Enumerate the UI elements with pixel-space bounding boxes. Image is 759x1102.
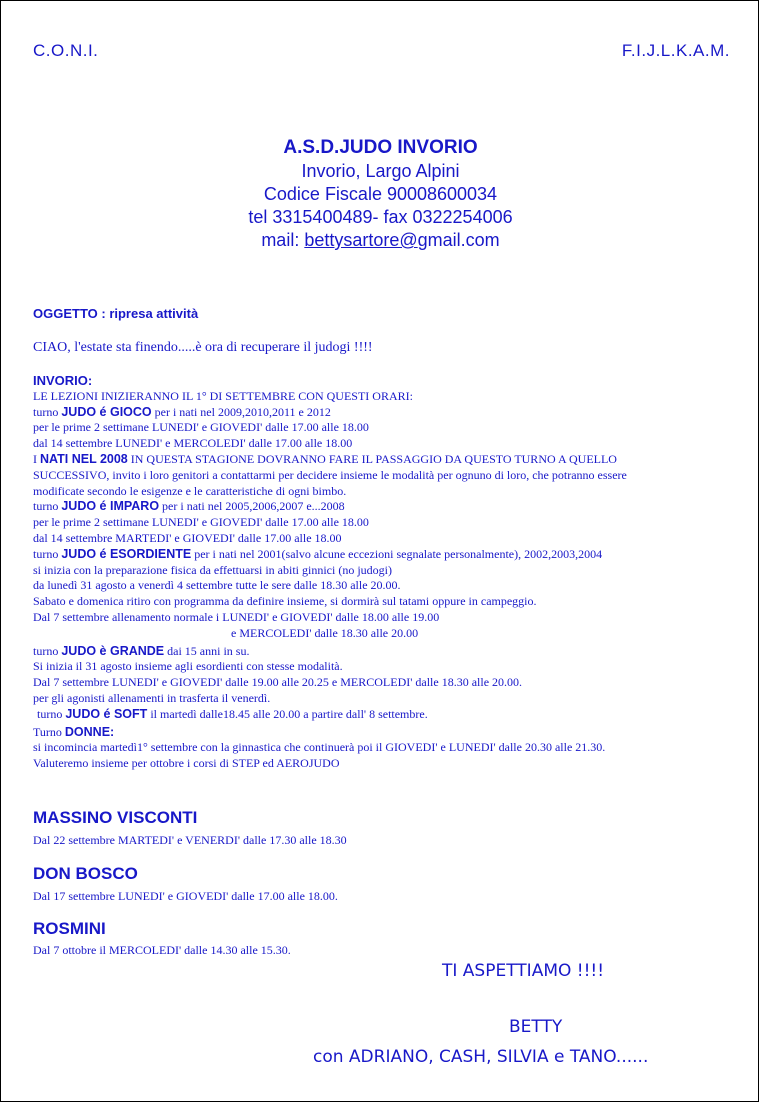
section-schedule-rosmini: Dal 7 ottobre il MERCOLEDI' dalle 14.30 alle 15.30. [33,943,291,957]
section-schedule-massino-visconti: Dal 22 settembre MARTEDI' e VENERDI' dalle 17.30 alle 18.30 [33,833,347,847]
nati-suffix: IN QUESTA STAGIONE DOVRANNO FARE IL PASSAGGIO DA QUESTO TURNO A QUELLO [127,451,617,466]
section-title-rosmini: ROSMINI [33,919,106,938]
turno-label: JUDO é ESORDIENTE [61,546,192,561]
turno-suffix: per i nati nel 2001(salvo alcune eccezioni segnalate personalmente), 2002,2003,2004 [191,546,603,561]
turno-donne-line: Valuteremo insieme per ottobre i corsi di STEP ed AEROJUDO [33,756,340,771]
turno-prefix: turno [37,706,66,721]
turno-gioco-line: dal 14 settembre LUNEDI' e MERCOLEDI' dalle 17.00 alle 18.00 [33,436,353,451]
turno-esordiente-heading [33,547,733,563]
invorio-title: INVORIO: [33,373,93,388]
turno-imparo-line: per le prime 2 settimane LUNEDI' e GIOVEDI' dalle 17.00 alle 18.00 [33,515,369,530]
turno-esordiente-line: Dal 7 settembre allenamento normale i LUNEDI' e GIOVEDI' dalle 18.00 alle 19.00 [33,609,440,624]
nati-2008-line: modificate secondo le esigenze e le caratteristiche di ogni bimbo. [33,483,347,498]
turno-prefix: turno [33,404,62,419]
email-link[interactable]: bettysartore@ [304,230,418,250]
section-title-don-bosco: DON BOSCO [33,864,138,883]
section-schedule-don-bosco: Dal 17 settembre LUNEDI' e GIOVEDI' dalle 17.00 alle 18.00. [33,889,338,903]
turno-esordiente-line: da lunedì 31 agosto a venerdì 4 settembre tutte le sere dalle 18.30 alle 20.00. [33,578,401,593]
turno-esordiente-line: e MERCOLEDI' dalle 18.30 alle 20.00 [231,625,419,640]
turno-soft-heading [33,707,733,723]
section-title-massino-visconti: MASSINO VISCONTI [33,808,198,827]
nati-prefix: I [33,451,40,466]
club-phone: tel 3315400489- fax 0322254006 [248,207,513,227]
email-domain: gmail.com [417,230,500,250]
signoff-names: con ADRIANO, CASH, SILVIA e TANO...... [313,1047,649,1067]
turno-label: JUDO é GIOCO [61,404,152,419]
header-fijlkam: F.I.J.L.K.A.M. [621,41,730,60]
turno-grande-line: Dal 7 settembre LUNEDI' e GIOVEDI' dalle 19.00 alle 20.25 e MERCOLEDI' dalle 18.30 alle 20.00. [33,675,523,690]
turno-label: JUDO é IMPARO [61,499,160,514]
club-name: A.S.D.JUDO INVORIO [283,137,478,158]
turno-prefix: Turno [33,724,65,739]
email-label: mail: [261,230,305,250]
turno-grande-line: per gli agonisti allenamenti in trasferta il venerdì. [33,690,271,705]
turno-suffix: il martedì dalle18.45 alle 20.00 a partire dall' 8 settembre. [147,706,428,721]
club-fiscal-code: Codice Fiscale 90008600034 [263,184,498,204]
nati-2008-line: SUCCESSIVO, invito i loro genitori a contattarmi per decidere insieme le modalità per ognuno di loro, che potranno essere [33,467,627,482]
turno-gioco-line: per le prime 2 settimane LUNEDI' e GIOVEDI' dalle 17.00 alle 18.00 [33,420,369,435]
turno-suffix: per i nati nel 2009,2010,2011 e 2012 [151,404,331,419]
turno-esordiente-line: si inizia con la preparazione fisica da effettuarsi in abiti ginnici (no judogi) [33,562,392,577]
nati-2008-heading [33,452,733,468]
invorio-intro: LE LEZIONI INIZIERANNO IL 1° DI SETTEMBRE CON QUESTI ORARI: [33,388,413,403]
turno-grande-heading [33,644,733,660]
turno-donne-heading [33,725,733,741]
turno-prefix: turno [33,546,62,561]
turno-suffix: dai 15 anni in su. [164,643,250,658]
turno-label: JUDO é SOFT [65,706,148,721]
turno-prefix: turno [33,643,62,658]
subject-line: OGGETTO : ripresa attività [33,306,199,321]
turno-label: JUDO è GRANDE [61,643,165,658]
turno-donne-line: si incomincia martedì1° settembre con la ginnastica che continuerà poi il GIOVEDI' e LUNEDI' dalle 20.30 alle 21.30. [33,740,606,755]
invorio-section [33,373,733,772]
header-coni: C.O.N.I. [33,41,99,60]
club-address: Invorio, Largo Alpini [301,161,460,181]
turno-label: DONNE: [64,724,115,739]
signoff-ti-aspettiamo: TI ASPETTIAMO !!!! [442,961,605,981]
turno-imparo-line: dal 14 settembre MARTEDI' e GIOVEDI' dalle 17.00 alle 18.00 [33,530,342,545]
signoff-betty: BETTY [509,1017,563,1037]
turno-imparo-heading [33,499,733,515]
club-email [1,229,759,252]
turno-grande-line: Si inizia il 31 agosto insieme agli esordienti con stesse modalità. [33,659,343,674]
turno-suffix: per i nati nel 2005,2006,2007 e...2008 [159,499,345,514]
turno-prefix: turno [33,499,62,514]
turno-esordiente-line: Sabato e domenica ritiro con programma da definire insieme, si dormirà sul tatami oppure in campeggio. [33,594,537,609]
greeting: CIAO, l'estate sta finendo.....è ora di recuperare il judogi !!!! [33,340,373,355]
club-info [1,136,759,252]
turno-gioco-heading [33,405,733,421]
nati-label: NATI NEL 2008 [40,451,128,466]
